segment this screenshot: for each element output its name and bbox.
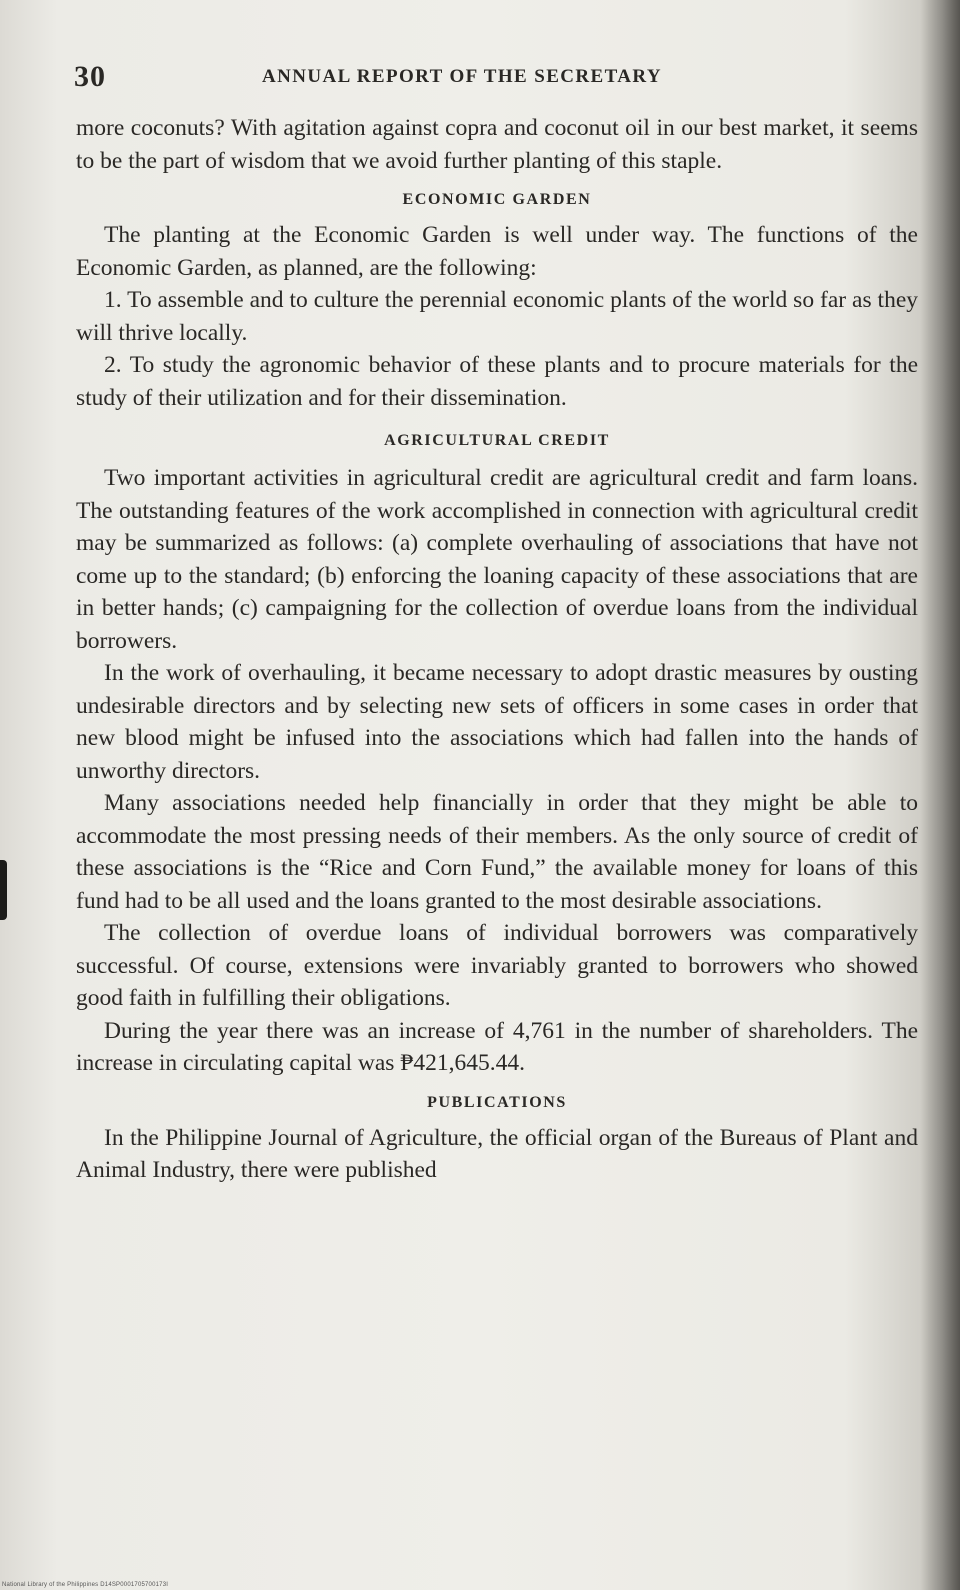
text-column [76,112,918,1187]
overdue-loans-paragraph: The collection of overdue loans of individual borrowers was comparatively successful. Of course, extensions were invariably granted to borrowers who showed good faith in fulfilling their obligations. [76,920,918,1011]
publications-paragraph: In the Philippine Journal of Agriculture, the official organ of the Bureaus of Plant and Animal Industry, there were published [76,1124,918,1183]
spine-shadow [920,0,960,1590]
agricultural-credit-heading: AGRICULTURAL CREDIT [384,432,610,449]
running-head: ANNUAL REPORT OF THE SECRETARY [262,66,662,87]
economic-garden-paragraph: The planting at the Economic Garden is well under way. The functions of the Economic Garden, as planned, are the following: [76,222,918,281]
overhauling-paragraph: In the work of overhauling, it became necessary to adopt drastic measures by ousting undesirable directors and by selecting new sets of officers in some cases in order that new blood might be infused into the associations which had fallen into the hands of unworthy directors. [76,660,918,784]
intro-paragraph: more coconuts? With agitation against copra and coconut oil in our best market, it seems to be the part of wisdom that we avoid further planting of this staple. [76,115,918,174]
shareholders-paragraph: During the year there was an increase of 4,761 in the number of shareholders. The increase in circulating capital was ₱421,645.44. [76,1017,918,1076]
financial-help-paragraph: Many associations needed help financially in order that they might be able to accommodate the most pressing needs of their members. As the only source of credit of these associations is the “Rice and Corn Fund,” the available money for loans of this fund had to be all used and the loans granted to the most desirable associations. [76,790,918,914]
economic-garden-item-2: 2. To study the agronomic behavior of these plants and to procure materials for the study of their utilization and for their dissemination. [76,352,918,411]
page-number: 30 [74,60,106,93]
agricultural-credit-paragraph: Two important activities in agricultural credit are agricultural credit and farm loans. The outstanding features of the work accomplished in connection with agricultural credit may be summarized as follows: (a) complete overhauling of associations that have not come up to the standard; (b) enforcing the loaning capacity of these associations that are in better hands; (c) campaigning for the collection of overdue loans from the individual borrowers. [76,465,918,654]
footer-credit: National Library of the Philippines D14SP0001705700173I [2,1582,169,1588]
publications-heading: PUBLICATIONS [427,1093,567,1111]
economic-garden-heading: ECONOMIC GARDEN [402,191,592,208]
page-header [74,60,934,100]
economic-garden-item-1: 1. To assemble and to culture the perennial economic plants of the world so far as they will thrive locally. [76,287,918,346]
binding-mark [0,860,7,920]
